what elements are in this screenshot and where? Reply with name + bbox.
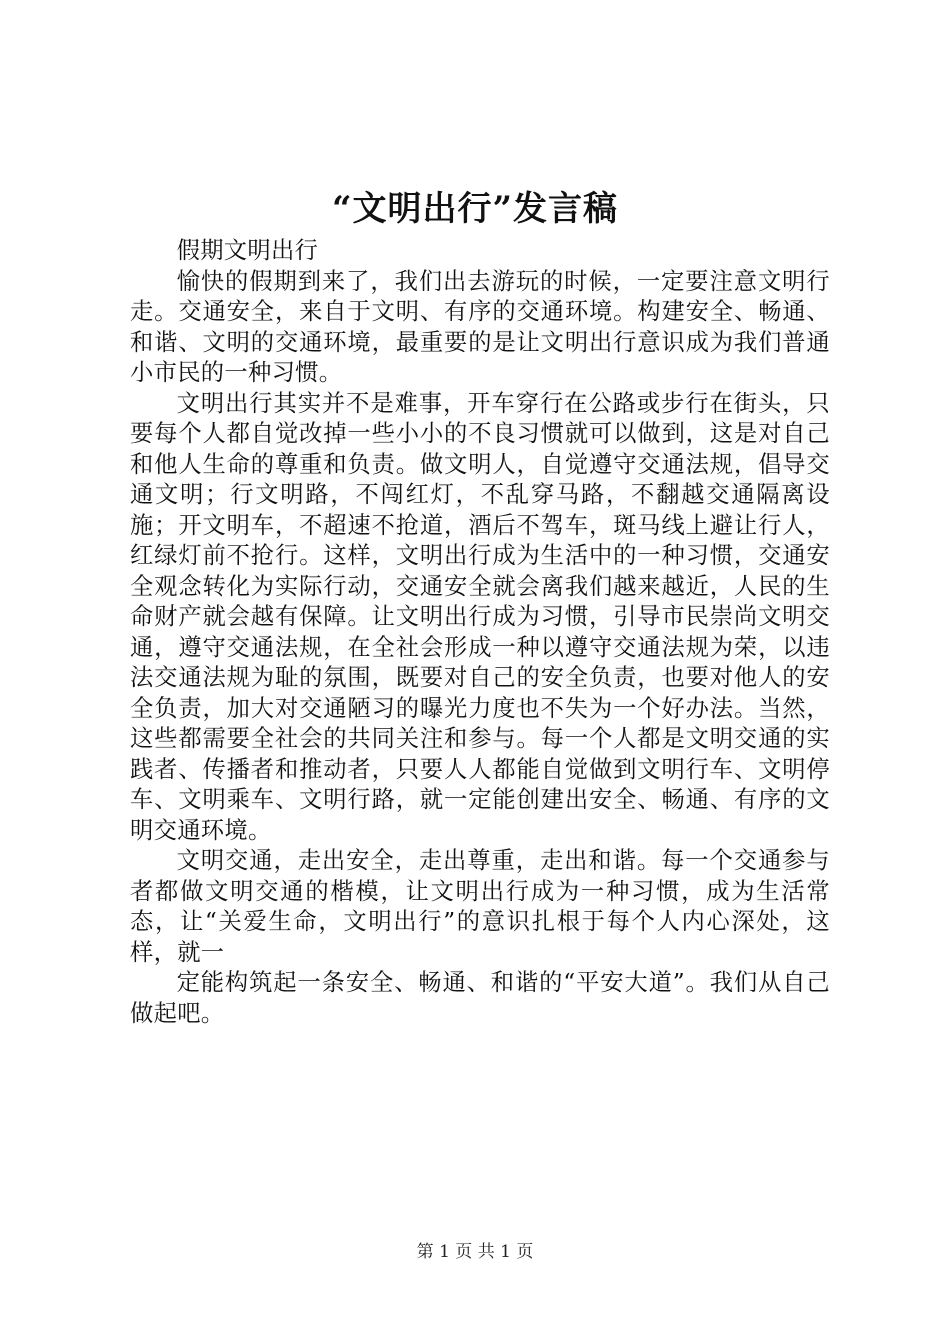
paragraph: 文明交通，走出安全，走出尊重，走出和谐。每一个交通参与者都做文明交通的楷模，让文明出行成为一种习惯，成为生活常态，让“关爱生命，文明出行”的意识扎根于每个人内心深处，这样，就一 [130, 847, 830, 966]
paragraph: 愉快的假期到来了，我们出去游玩的时候，一定要注意文明行走。交通安全，来自于文明、有序的交通环境。构建安全、畅通、和谐、文明的交通环境，最重要的是让文明出行意识成为我们普通小市民的一种习惯。 [130, 267, 830, 386]
document-title: “文明出行”发言稿 [331, 189, 619, 229]
document-body [130, 236, 830, 1029]
section-heading: 假期文明出行 [176, 237, 319, 264]
paragraph: 定能构筑起一条安全、畅通、和谐的“平安大道”。我们从自己做起吧。 [130, 969, 830, 1027]
paragraph: 文明出行其实并不是难事，开车穿行在公路或步行在街头，只要每个人都自觉改掉一些小小的不良习惯就可以做到，这是对自己和他人生命的尊重和负责。做文明人，自觉遵守交通法规，倡导交通文明；行文明路，不闯红灯，不乱穿马路，不翻越交通隔离设施；开文明车，不超速不抢道，酒后不驾车，斑马线上避让行人，红绿灯前不抢行。这样，文明出行成为生活中的一种习惯，交通安全观念转化为实际行动，交通安全就会离我们越来越近，人民的生命财产就会越有保障。让文明出行成为习惯，引导市民崇尚文明交通，遵守交通法规，在全社会形成一种以遵守交通法规为荣，以违法交通法规为耻的氛围，既要对自己的安全负责，也要对他人的安全负责，加大对交通陋习的曝光力度也不失为一个好办法。当然，这些都需要全社会的共同关注和参与。每一个人都是文明交通的实践者、传播者和推动者，只要人人都能自觉做到文明行车、文明停车、文明乘车、文明行路，就一定能创建出安全、畅通、有序的文明交通环境。 [130, 389, 830, 844]
page-number-footer: 第 1 页 共 1 页 [416, 1242, 534, 1262]
